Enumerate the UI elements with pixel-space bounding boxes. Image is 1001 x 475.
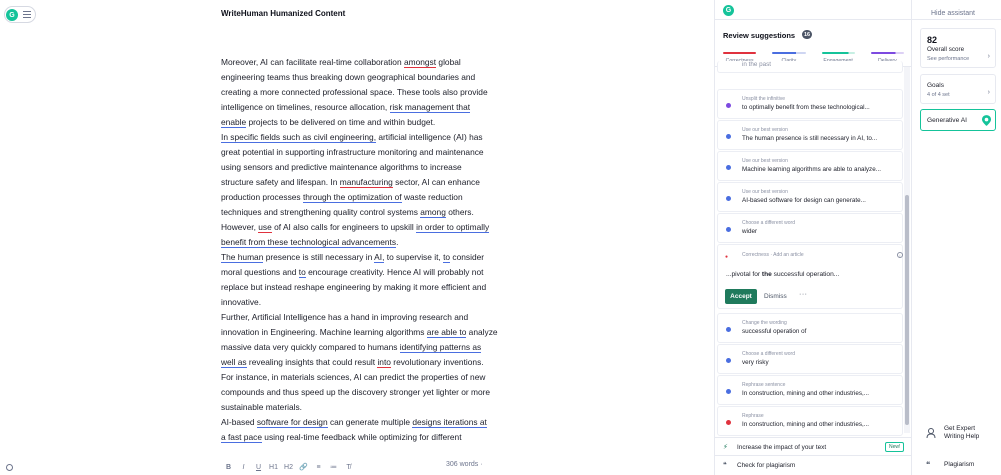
document-body[interactable] — [221, 55, 511, 445]
clarity-highlight[interactable]: to — [298, 267, 306, 277]
suggestion-text: in the past — [742, 61, 772, 68]
clarity-highlight[interactable]: The human — [221, 252, 264, 262]
info-icon[interactable]: i — [897, 252, 903, 258]
suggestion-text: In construction, mining and other industries,... — [742, 390, 870, 397]
suggestion-dot-icon — [726, 165, 731, 170]
status-icon[interactable] — [6, 464, 13, 471]
suggestion-type: Use our best version — [742, 189, 788, 195]
more-options-button[interactable]: ··· — [799, 291, 808, 298]
suggestion-text: very risky — [742, 359, 769, 366]
suggestion-card[interactable] — [717, 89, 903, 119]
accept-button[interactable]: Accept — [725, 289, 757, 304]
assistant-logo-icon: G — [723, 5, 734, 16]
suggestion-category: Correctness · Add an article — [742, 252, 804, 258]
suggestion-list — [715, 61, 912, 433]
overall-score-label: Overall score — [927, 46, 965, 53]
text-segment: of AI also calls for engineers to upskill — [271, 222, 417, 232]
link-icon[interactable]: 🔗 — [299, 464, 308, 471]
text-segment: revolutionary inventions. — [390, 357, 484, 367]
generative-ai-label: Generative AI — [927, 117, 967, 124]
document-line[interactable] — [221, 400, 511, 415]
suggestion-text: Machine learning algorithms are able to analyze... — [742, 166, 881, 173]
suggestion-type: Choose a different word — [742, 220, 795, 226]
text-segment: artificial intelligence (AI) has — [376, 132, 483, 142]
text-segment: sector, AI can enhance — [392, 177, 480, 187]
text-segment: sustainable materials. — [221, 402, 302, 412]
suggestion-dot-icon — [726, 358, 731, 363]
italic-button[interactable]: I — [242, 463, 245, 471]
heading2-button[interactable]: H2 — [284, 463, 293, 471]
suggestion-type: Change the wording — [742, 320, 787, 326]
lightning-icon: ⚡ — [723, 444, 728, 451]
document-title[interactable]: WriteHuman Humanized Content — [221, 9, 346, 18]
suggestion-text: AI-based software for design can generate... — [742, 197, 866, 204]
scrollbar-thumb[interactable] — [905, 195, 909, 425]
suggestion-type: Rephrase sentence — [742, 382, 786, 388]
underline-button[interactable]: U — [255, 463, 262, 471]
divider — [715, 19, 912, 20]
correctness-highlight[interactable]: use — [258, 222, 272, 232]
overall-score-value: 82 — [927, 35, 938, 45]
text-segment: innovative. — [221, 297, 262, 307]
clarity-highlight[interactable]: software for design — [256, 417, 328, 427]
bold-button[interactable]: B — [225, 463, 232, 471]
suggestion-type: Choose a different word — [742, 351, 795, 357]
text-segment: to supervise it, — [384, 252, 444, 262]
correctness-bar — [723, 52, 756, 54]
document-line[interactable] — [221, 145, 511, 160]
document-line[interactable] — [221, 175, 511, 190]
suggestion-dot-icon — [726, 327, 731, 332]
suggestion-text: wider — [742, 228, 758, 235]
suggestion-dot-icon — [726, 420, 731, 425]
document-line[interactable] — [221, 85, 511, 100]
suggestion-type: Use our best version — [742, 158, 788, 164]
expert-person-icon — [926, 427, 938, 439]
clarity-highlight[interactable]: among — [420, 207, 446, 217]
document-line[interactable] — [221, 250, 511, 265]
text-segment: techniques and strengthening quality control systems — [221, 207, 421, 217]
generative-ai-button[interactable] — [920, 109, 996, 131]
goals-card[interactable] — [920, 74, 996, 104]
suggestion-type: Unsplit the infinitive — [742, 96, 786, 102]
assistant-panel — [714, 0, 911, 475]
expert-line-1: Get Expert — [944, 425, 976, 432]
text-segment: using sensors and predictive maintenance algorithms to increase — [221, 162, 462, 172]
see-performance-link[interactable]: See performance — [927, 56, 970, 62]
text-segment: waste reduction — [401, 192, 463, 202]
document-line[interactable] — [221, 385, 511, 400]
text-segment: Further, Artificial Intelligence has a hand in improving research and — [221, 312, 469, 322]
suggestion-dot-icon — [726, 196, 731, 201]
document-line[interactable] — [221, 370, 511, 385]
plagiarism-check-label: Check for plagiarism — [737, 462, 796, 469]
suggestion-card[interactable] — [717, 313, 903, 343]
menu-icon — [23, 11, 31, 20]
text-segment: engineering teams thus breaking down geographical boundaries and — [221, 72, 476, 82]
text-segment: presence is still necessary in — [263, 252, 375, 262]
clarity-highlight[interactable]: In specific fields such as civil engineering, — [221, 132, 377, 142]
text-segment: great potential in supporting infrastructure monitoring and maintenance — [221, 147, 484, 157]
quote-icon: ❝ — [723, 462, 727, 469]
ordered-list-icon[interactable]: ≡ — [316, 463, 321, 471]
engagement-bar — [822, 52, 855, 54]
heading1-button[interactable]: H1 — [269, 463, 278, 471]
preview-before: ...pivotal for — [726, 271, 762, 278]
clarity-highlight[interactable]: in order to optimally — [416, 222, 490, 232]
word-count[interactable]: 306 words · — [446, 461, 483, 468]
improve-impact-label: Increase the impact of your text — [737, 444, 827, 451]
suggestion-card[interactable] — [717, 344, 903, 374]
text-segment: However, — [221, 222, 259, 232]
document-line[interactable] — [221, 70, 511, 85]
text-segment: production processes — [221, 192, 303, 202]
document-line[interactable] — [221, 355, 511, 370]
suggestion-card[interactable] — [717, 151, 903, 181]
text-segment: global — [436, 57, 461, 67]
dismiss-button[interactable]: Dismiss — [764, 293, 787, 300]
review-count-badge: 16 — [803, 31, 811, 38]
text-segment: AI-based — [221, 417, 257, 427]
text-segment: For instance, in materials sciences, AI can predict the properties of new — [221, 372, 486, 382]
clear-format-icon[interactable]: T̸ — [346, 463, 351, 471]
document-line[interactable] — [221, 160, 511, 175]
new-badge: New! — [885, 442, 904, 452]
expert-writing-help-label — [944, 425, 979, 441]
grammarly-logo-icon[interactable]: G — [6, 9, 18, 21]
suggestion-type: Use our best version — [742, 127, 788, 133]
chevron-right-icon: › — [987, 53, 990, 60]
improve-impact-row[interactable] — [715, 437, 912, 455]
document-line[interactable] — [221, 415, 511, 430]
clarity-highlight[interactable]: to — [443, 252, 451, 262]
document-line[interactable] — [221, 295, 511, 310]
suggestion-dot-icon — [726, 227, 731, 232]
clarity-highlight[interactable]: benefit from these technological advancements — [221, 237, 397, 247]
clarity-highlight[interactable]: risk management that — [389, 102, 471, 112]
clarity-highlight[interactable]: through the optimization of — [302, 192, 402, 202]
clarity-highlight[interactable]: designs iterations at — [412, 417, 487, 427]
document-line[interactable] — [221, 55, 511, 70]
hide-assistant-button[interactable]: Hide assistant — [931, 10, 975, 17]
text-segment: compounds and thus speed up the discovery stronger yet lighter or more — [221, 387, 491, 397]
suggestion-dot-icon — [726, 134, 731, 139]
suggestion-card[interactable] — [717, 120, 903, 150]
suggestion-card[interactable] — [717, 213, 903, 243]
text-segment: projects to be delivered on time and within budget. — [246, 117, 436, 127]
text-segment: replace but instead reshape engineering by making it more efficient and — [221, 282, 487, 292]
text-segment: . — [396, 237, 399, 247]
bullet-list-icon[interactable]: ≔ — [330, 464, 337, 471]
clarity-highlight[interactable]: a fast pace — [221, 432, 262, 442]
suggestion-dot-icon — [726, 389, 731, 394]
text-segment: creating a more connected professional space. These tools also provide — [221, 87, 488, 97]
document-line[interactable] — [221, 265, 511, 280]
review-title: Review suggestions — [723, 31, 796, 40]
text-segment: intelligence on timelines, resource allocation, — [221, 102, 390, 112]
text-segment: consider — [450, 252, 485, 262]
suggestion-card[interactable] — [717, 406, 903, 436]
text-segment: moral questions and — [221, 267, 299, 277]
suggestion-preview — [726, 271, 839, 278]
document-line[interactable] — [221, 325, 511, 340]
correctness-highlight[interactable]: manufacturing — [339, 177, 393, 187]
document-line[interactable] — [221, 190, 511, 205]
text-segment: can generate multiple — [327, 417, 413, 427]
clarity-bar — [772, 52, 805, 54]
text-segment: innovation in Engineering. Machine learning algorithms — [221, 327, 427, 337]
expert-line-2: Writing Help — [944, 433, 980, 440]
overall-score-card[interactable] — [920, 28, 996, 68]
document-line[interactable] — [221, 430, 511, 445]
clarity-highlight[interactable]: well as — [221, 357, 247, 367]
quote-icon: ❝ — [926, 460, 931, 469]
format-toolbar — [221, 461, 356, 473]
generative-ai-icon — [982, 115, 991, 126]
suggestion-text: to optimally benefit from these technological... — [742, 104, 870, 111]
text-segment: structure safety and lifespan. In — [221, 177, 340, 187]
document-line[interactable] — [221, 205, 511, 220]
text-segment: using real-time feedback while optimizing for different — [261, 432, 462, 442]
correctness-highlight[interactable]: into — [377, 357, 391, 367]
suggestion-card[interactable] — [717, 375, 903, 405]
plagiarism-label: Plagiarism — [944, 461, 975, 468]
suggestion-text: In construction, mining and other industries,... — [742, 421, 870, 428]
suggestion-text: successful operation of — [742, 328, 807, 335]
delivery-bar — [871, 52, 904, 54]
divider — [912, 19, 1001, 20]
text-segment: revealing insights that could result — [246, 357, 378, 367]
suggestion-card[interactable] — [717, 61, 903, 73]
preview-after: successful operation... — [771, 271, 840, 278]
plagiarism-check-row[interactable] — [715, 455, 912, 475]
text-segment: massive data very quickly compared to humans — [221, 342, 400, 352]
correctness-icon: ● — [725, 254, 729, 260]
goals-status: 4 of 4 set — [927, 92, 950, 98]
text-segment: Moreover, AI can facilitate real-time collaboration — [221, 57, 404, 67]
clarity-highlight[interactable]: are able to — [426, 327, 467, 337]
suggestion-card[interactable] — [717, 182, 903, 212]
document-line[interactable] — [221, 280, 511, 295]
document-line[interactable] — [221, 220, 511, 235]
clarity-highlight[interactable]: identifying patterns as — [399, 342, 482, 352]
right-sidebar — [911, 0, 1000, 475]
suggestion-dot-icon — [726, 103, 731, 108]
chevron-right-icon: › — [987, 89, 990, 96]
document-line[interactable] — [221, 130, 511, 145]
preview-insert: the — [761, 271, 772, 278]
clarity-highlight[interactable]: AI, — [374, 252, 385, 262]
expanded-suggestion-card — [717, 244, 903, 309]
document-line[interactable] — [221, 115, 511, 130]
text-segment: encourage creativity. Hence AI will probably not — [305, 267, 484, 277]
expert-writing-help-button[interactable] — [926, 424, 996, 444]
text-segment: others. — [445, 207, 474, 217]
document-line[interactable] — [221, 100, 511, 115]
clarity-highlight[interactable]: enable — [221, 117, 247, 127]
correctness-highlight[interactable]: amongst — [403, 57, 437, 67]
document-line[interactable] — [221, 340, 511, 355]
goals-label: Goals — [927, 82, 944, 89]
document-line[interactable] — [221, 235, 511, 250]
suggestion-text: The human presence is still necessary in AI, to... — [742, 135, 878, 142]
suggestion-type: Rephrase — [742, 413, 764, 419]
text-segment: analyze — [466, 327, 498, 337]
document-line[interactable] — [221, 310, 511, 325]
